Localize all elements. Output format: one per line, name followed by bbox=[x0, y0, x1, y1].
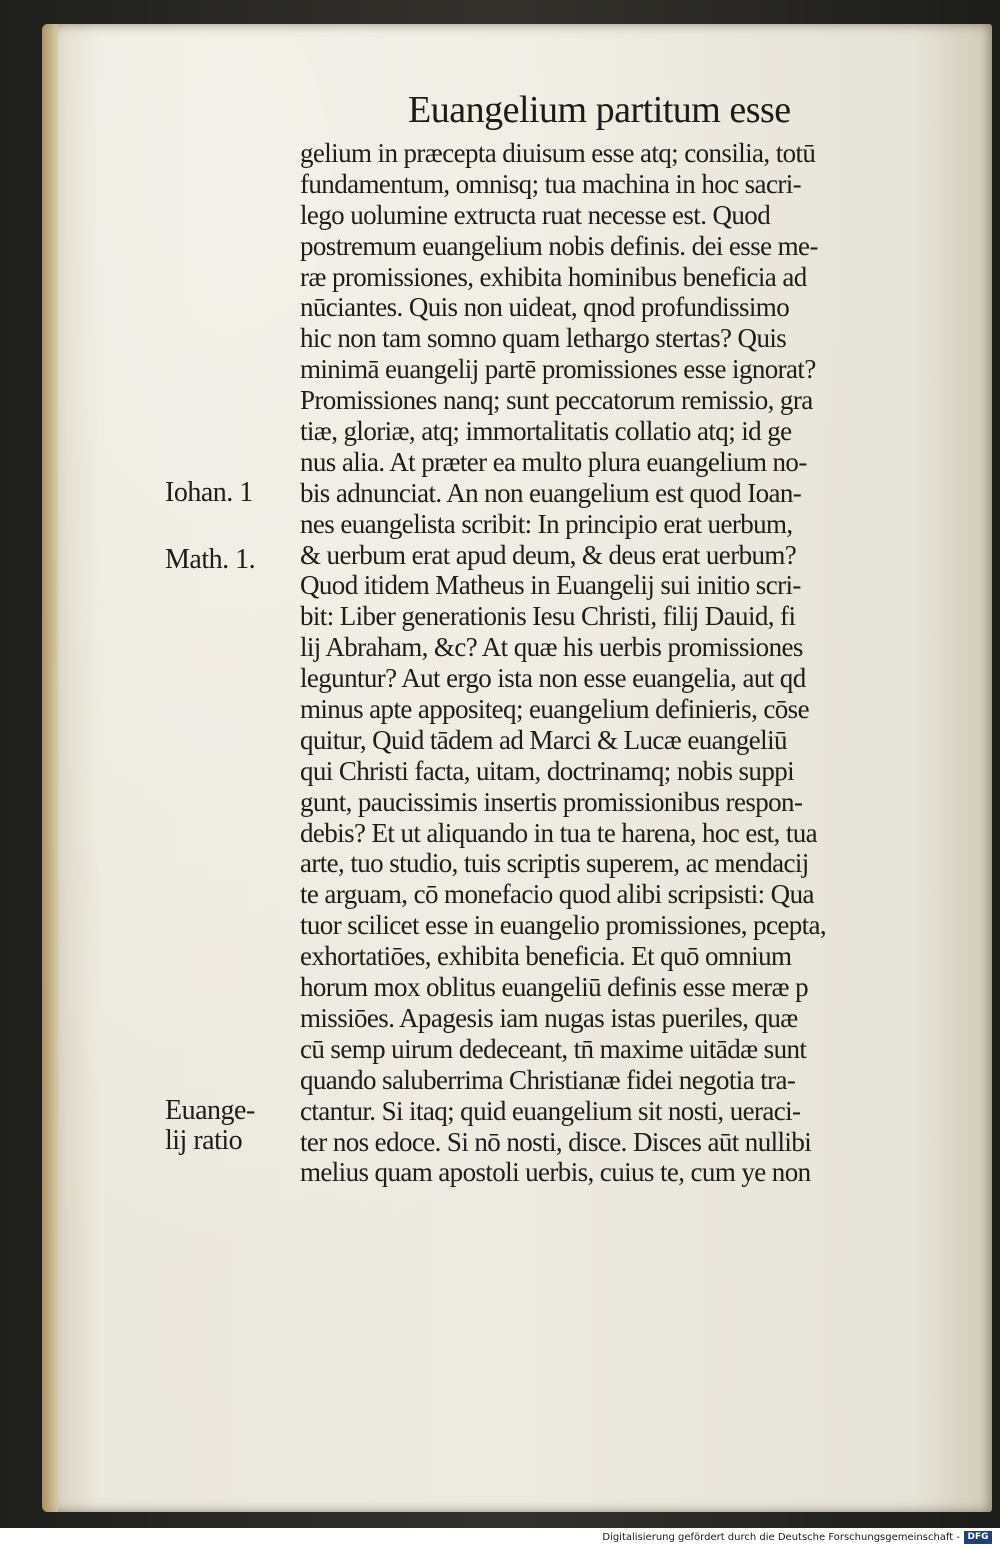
marginal-note-math: Math. 1. bbox=[165, 544, 256, 575]
text-line: nes euangelista scribit: In principio erat uerbum, bbox=[300, 508, 793, 539]
text-line: horum mox oblitus euangeliū definis esse meræ p bbox=[300, 972, 808, 1003]
text-line: cū semp uirum dedeceant, tn̄ maxime uitādæ sunt bbox=[300, 1033, 807, 1064]
text-line: ctantur. Si itaq; quid euangelium sit nosti, ueraci- bbox=[300, 1095, 801, 1126]
text-line: gelium in præcepta diuisum esse atq; consilia, totū bbox=[300, 138, 816, 168]
main-text-block bbox=[300, 138, 940, 1188]
text-line: ter nos edoce. Si nō nosti, disce. Disces aūt nullibi bbox=[300, 1126, 812, 1157]
text-line: Promissiones nanq; sunt peccatorum remissio, gra bbox=[300, 385, 813, 416]
text-line: quando saluberrima Christianæ fidei negotia tra- bbox=[300, 1064, 796, 1095]
text-line: bit: Liber generationis Iesu Christi, filij Dauid, fi bbox=[300, 601, 796, 632]
text-line: te arguam, cō monefacio quod alibi scripsisti: Qua bbox=[300, 879, 814, 910]
footer-credit: Digitalisierung gefördert durch die Deutsche Forschungsgemeinschaft - bbox=[602, 1532, 960, 1543]
text-line: hic non tam somno quam lethargo stertas? Quis bbox=[300, 323, 787, 354]
text-line: melius quam apostoli uerbis, cuius te, cum ye non bbox=[300, 1157, 811, 1188]
text-line: quitur, Quid tādem ad Marci & Lucæ euangeliū bbox=[300, 724, 787, 755]
page-gutter-edge bbox=[42, 24, 58, 1512]
text-line: debis? Et ut aliquando in tua te harena, hoc est, tua bbox=[300, 817, 818, 848]
text-line: postremum euangelium nobis definis. dei esse me- bbox=[300, 230, 818, 261]
marginal-note-euangelij bbox=[165, 1096, 255, 1156]
text-line: tuor scilicet esse in euangelio promissiones, pcepta, bbox=[300, 910, 827, 941]
text-line: exhortatiōes, exhibita beneficia. Et quō omnium bbox=[300, 941, 792, 972]
marginal-note-line: lij ratio bbox=[165, 1125, 243, 1156]
text-line: lego uolumine extructa ruat necesse est. Quod bbox=[300, 199, 771, 230]
digitization-footer bbox=[0, 1528, 1000, 1547]
text-line: ræ promissiones, exhibita hominibus beneficia ad bbox=[300, 261, 807, 292]
text-line: tiæ, gloriæ, atq; immortalitatis collatio atq; id ge bbox=[300, 416, 792, 447]
text-line: nus alia. At præter ea multo plura euangelium no- bbox=[300, 446, 807, 477]
text-line: qui Christi facta, uitam, doctrinamq; nobis suppi bbox=[300, 755, 795, 786]
dfg-logo: DFG bbox=[964, 1531, 992, 1544]
text-line: minimā euangelij partē promissiones esse ignorat? bbox=[300, 354, 816, 385]
marginal-note-johan: Iohan. 1 bbox=[165, 477, 253, 508]
text-line: nūciantes. Quis non uideat, qnod profundissimo bbox=[300, 292, 790, 323]
marginal-note-line: Euange- bbox=[165, 1095, 255, 1126]
running-head: Euangelium partitum esse bbox=[408, 89, 791, 131]
text-line: missiōes. Apagesis iam nugas istas pueriles, quæ bbox=[300, 1002, 798, 1033]
text-line: leguntur? Aut ergo ista non esse euangelia, aut qd bbox=[300, 663, 806, 694]
text-line: lij Abraham, &c? At quæ his uerbis promissiones bbox=[300, 632, 803, 663]
text-line: fundamentum, omnisq; tua machina in hoc sacri- bbox=[300, 168, 802, 199]
text-line: Quod itidem Matheus in Euangelij sui initio scri- bbox=[300, 570, 801, 601]
text-line: & uerbum erat apud deum, & deus erat uerbum? bbox=[300, 539, 797, 570]
text-line: bis adnunciat. An non euangelium est quod Ioan- bbox=[300, 477, 802, 508]
text-line: minus apte appositeq; euangelium definieris, cōse bbox=[300, 694, 809, 725]
text-line: gunt, paucissimis insertis promissionibus respon- bbox=[300, 786, 803, 817]
text-line: arte, tuo studio, tuis scriptis superem, ac mendacij bbox=[300, 848, 809, 879]
